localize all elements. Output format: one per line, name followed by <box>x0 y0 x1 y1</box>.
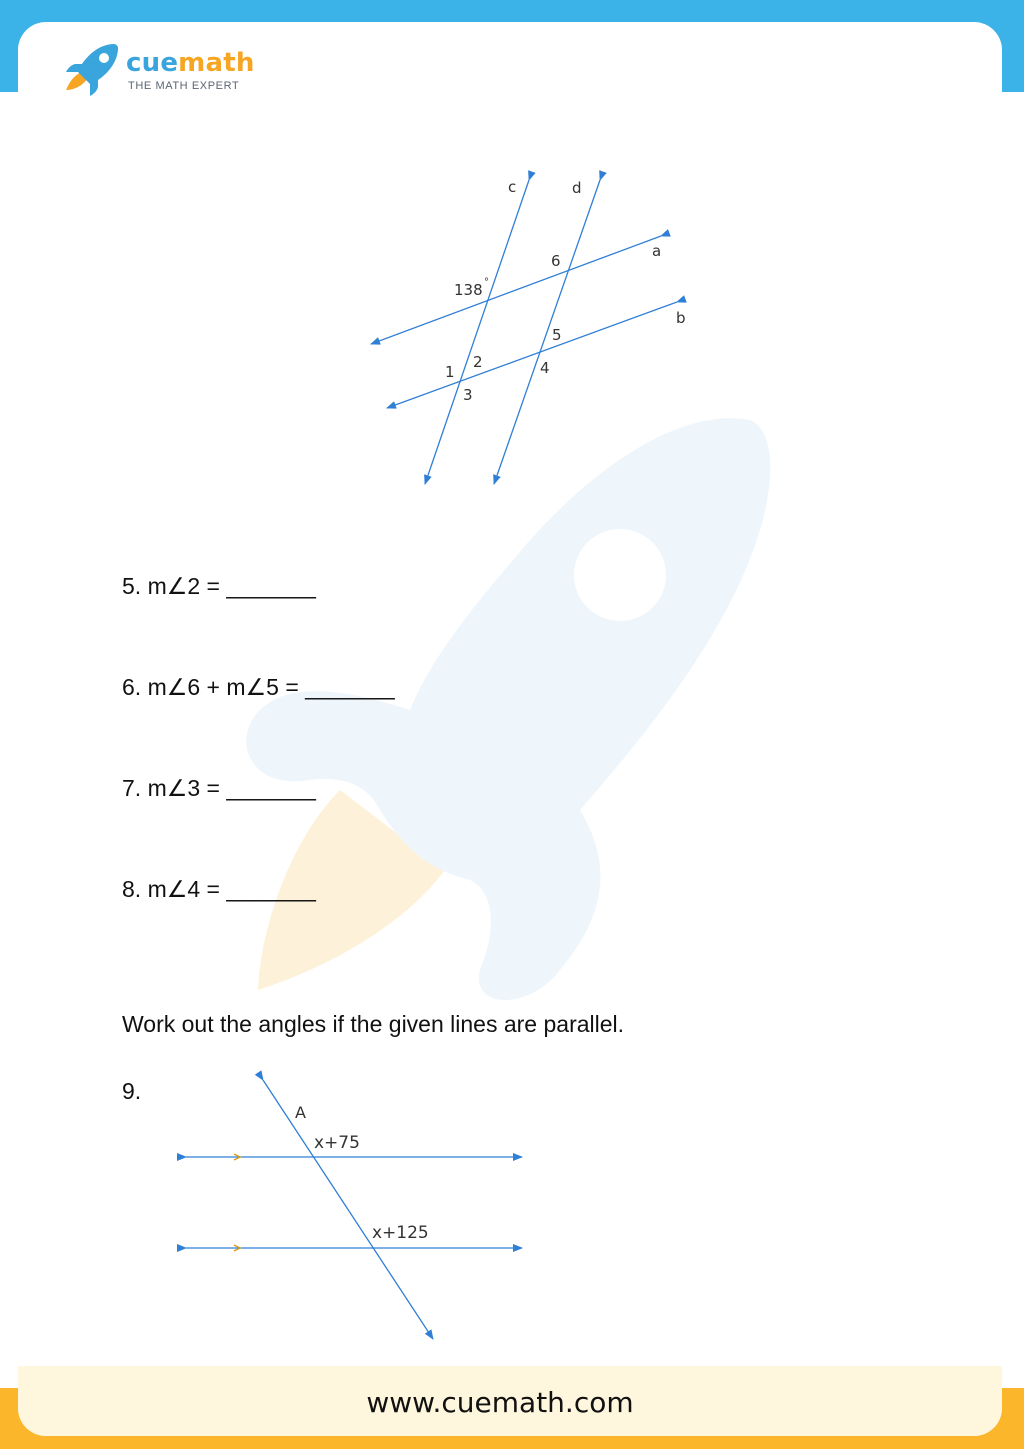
given-angle-label: 138 <box>454 281 483 299</box>
line-label-c: c <box>508 178 517 196</box>
line-b <box>387 302 677 408</box>
line-label-a: a <box>652 242 662 260</box>
parallel-lines-diagram-2 <box>0 1060 1024 1360</box>
brand-name-part1: cue <box>126 48 179 78</box>
angle-label-6: 6 <box>551 252 561 270</box>
question-5: 5. m∠2 = _______ <box>122 573 316 599</box>
angle-label-5: 5 <box>552 326 562 344</box>
line-label-d: d <box>572 179 582 197</box>
angle-label-bottom: x+125 <box>372 1223 429 1243</box>
brand-name-part2: math <box>178 48 255 78</box>
instruction-text: Work out the angles if the given lines are parallel. <box>122 1011 625 1037</box>
degree-symbol: ° <box>484 277 489 288</box>
line-a <box>371 236 661 344</box>
brand-tagline: THE MATH EXPERT <box>128 80 240 92</box>
line-label-b: b <box>676 309 686 327</box>
question-9-number: 9. <box>122 1078 142 1104</box>
angle-label-3: 3 <box>463 386 473 404</box>
line-d <box>494 180 600 484</box>
parallel-lines-diagram-1 <box>0 0 1024 520</box>
footer-url: www.cuemath.com <box>366 1386 634 1419</box>
question-6: 6. m∠6 + m∠5 = _______ <box>122 674 395 700</box>
angle-label-2: 2 <box>473 353 483 371</box>
line-c <box>425 180 529 484</box>
angle-label-top: x+75 <box>314 1133 360 1153</box>
angle-label-4: 4 <box>540 359 550 377</box>
transversal-line <box>263 1080 433 1339</box>
point-label-A: A <box>295 1103 306 1122</box>
question-7: 7. m∠3 = _______ <box>122 775 316 801</box>
angle-label-1: 1 <box>445 363 455 381</box>
question-8: 8. m∠4 = _______ <box>122 876 316 902</box>
